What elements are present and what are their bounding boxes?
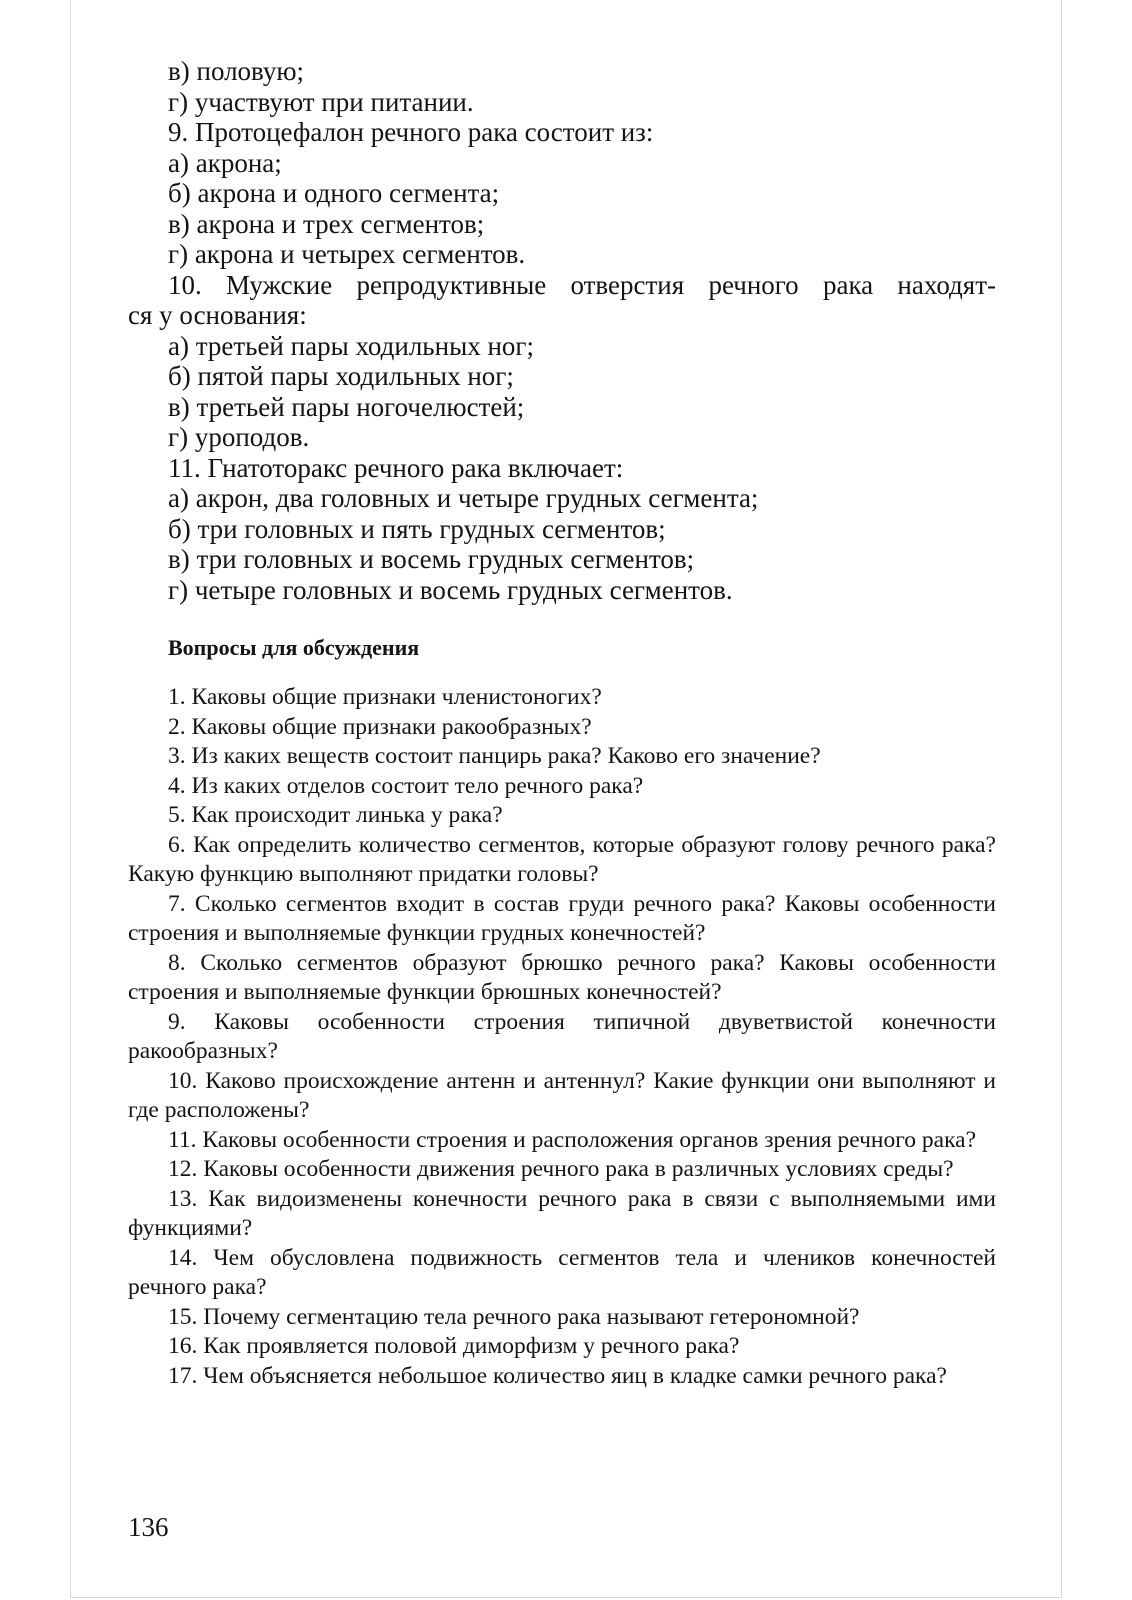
test-line: а) акрон, два головных и четыре грудных сегмента; (168, 483, 759, 513)
discussion-question: 1. Каковы общие признаки членистоногих? (168, 684, 602, 710)
discussion-question: 5. Как происходит линька у рака? (168, 802, 503, 828)
discussion-question: 12. Каковы особенности движения речного рака в различных условиях среды? (168, 1156, 954, 1182)
test-line: в) третьей пары ногочелюстей; (168, 391, 525, 422)
discussion-question: 7. Сколько сегментов входит в состав груди речного рака? Каковы особенности строения и выполняемые функции грудных конечностей? (128, 890, 996, 946)
discussion-question: 9. Каковы особенности строения типичной двуветвистой конечности ракообразных? (128, 1008, 996, 1064)
test-line: г) акрона и четырех сегментов. (168, 239, 526, 269)
test-line: 9. Протоцефалон речного рака состоит из: (168, 117, 654, 147)
section-heading: Вопросы для обсуждения (168, 635, 420, 660)
discussion-question: 11. Каковы особенности строения и расположения органов зрения речного рака? (168, 1126, 977, 1153)
test-line: а) акрона; (168, 147, 282, 178)
test-line: в) акрона и трех сегментов; (168, 208, 485, 239)
test-line: г) четыре головных и восемь грудных сегментов. (168, 574, 733, 605)
test-line: 11. Гнатоторакс речного рака включает: (168, 452, 624, 483)
test-line: б) три головных и пять грудных сегментов; (168, 513, 666, 544)
discussion-questions (128, 683, 996, 1391)
discussion-question: 3. Из каких веществ состоит панцирь рака? Каково его значение? (168, 743, 821, 769)
test-line: б) пятой пары ходильных ног; (168, 361, 514, 391)
page-number: 136 (128, 1512, 169, 1542)
discussion-question: 17. Чем объясняется небольшое количество яиц в кладке самки речного рака? (168, 1362, 947, 1389)
discussion-question: 4. Из каких отделов состоит тело речного рака? (168, 772, 644, 799)
test-line: а) третьей пары ходильных ног; (168, 330, 534, 361)
test-line: в) половую; (168, 56, 305, 86)
discussion-question: 8. Сколько сегментов образуют брюшко речного рака? Каковы особенности строения и выполняемые функции брюшных конечностей? (128, 949, 996, 1005)
discussion-question: 10. Каково происхождение антенн и антеннул? Какие функции они выполняют и где расположены? (128, 1067, 996, 1123)
test-line: в) три головных и восемь грудных сегментов; (168, 544, 695, 574)
test-questions (128, 56, 996, 605)
discussion-question: 15. Почему сегментацию тела речного рака называют гетерономной? (168, 1303, 860, 1330)
discussion-question: 6. Как определить количество сегментов, которые образуют голову речного рака? Какую функцию выполняют придатки головы? (128, 831, 996, 887)
discussion-question: 2. Каковы общие признаки ракообразных? (168, 713, 592, 740)
discussion-question: 14. Чем обусловлена подвижность сегментов тела и члеников конечностей речного рака? (128, 1244, 996, 1300)
test-line: ся у основания: (128, 300, 307, 330)
test-line: б) акрона и одного сегмента; (168, 178, 500, 208)
page-content (128, 56, 996, 1391)
discussion-question: 16. Как проявляется половой диморфизм у речного рака? (168, 1333, 740, 1359)
test-line: 10. Мужские репродуктивные отверстия речного рака находят- (168, 269, 996, 300)
discussion-question: 13. Как видоизменены конечности речного рака в связи с выполняемыми ими функциями? (128, 1185, 996, 1241)
book-page (70, 0, 1062, 1598)
test-line: г) уроподов. (168, 422, 310, 452)
test-line: г) участвуют при питании. (168, 86, 474, 117)
